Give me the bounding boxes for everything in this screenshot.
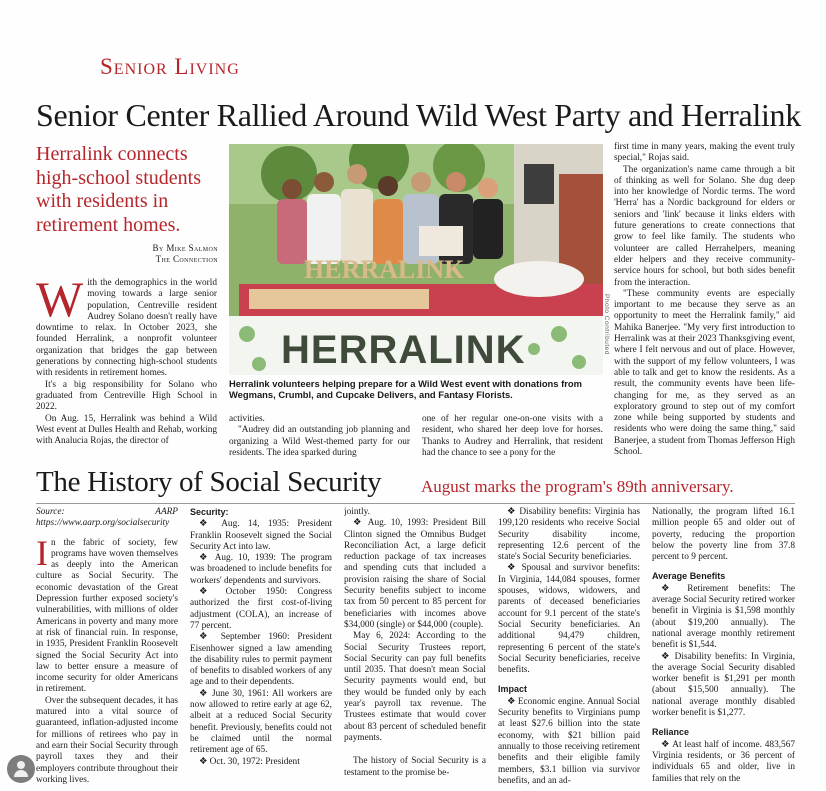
article2-col2 [190, 507, 332, 791]
article2-col3-p3: The history of Social Security is a testament to the promise be- [344, 756, 486, 778]
impact-item: ❖ Economic engine. Annual Social Security benefits to Virginians pump at least $27.6 billion into the state economy, with $21 billion paid annually to those receiving retirement benefits and their eligible family members, $3.1 billion via survivor benefits, and an ad- [498, 697, 640, 787]
average-item: ❖ Retirement benefits: The average Social Security retired worker benefit in Virginia is $1,598 monthly (about $19,200 annually). The national average monthly retirement benefit is $1,544. [652, 584, 795, 652]
deck-social-security: August marks the program's 89th anniversary. [421, 477, 734, 496]
photo-caption: Herralink volunteers helping prepare for a Wild West event with donations from Wegmans, Crumbl, and Cupcake Delivers, and Fantasy Florists. [229, 378, 582, 400]
headline-herralink: Senior Center Rallied Around Wild West Party and Herralink [36, 97, 801, 133]
timeline-item: ❖ October 1950: Congress authorized the first cost-of-living adjustment (COLA), an increase of 77 percent. [190, 587, 332, 632]
timeline-item: ❖ Aug. 10, 1939: The program was broadened to include benefits for workers' dependents and survivors. [190, 553, 332, 587]
article1-col2-p2: "Audrey did an outstanding job planning and organizing a Wild West-themed party for our residents. The idea sparked during [229, 425, 410, 458]
article1-col4 [614, 142, 795, 462]
article1-col3-p1: one of her regular one-on-one visits with a resident, who shared her deep love for horses. Thanks to Audrey and Herralink, that resident had the chance to see a pony for the [422, 414, 603, 458]
headline-social-security: The History of Social Security [36, 466, 382, 498]
benefit-item: ❖ Spousal and survivor benefits: In Virginia, 144,084 spouses, former spouses, widows, widowers, and parents of deceased beneficiaries account for 9.1 percent of the state's Social Security beneficiaries. An additional 94,479 children, representing 6 percent of the state's Social Security beneficiaries, receive benefits. [498, 563, 640, 676]
article1-col4-p1: first time in many years, making the event truly special," Rojas said. [614, 142, 795, 164]
article1-col3 [422, 414, 603, 460]
article2-col1 [36, 507, 178, 791]
benefit-item: ❖ Disability benefits: Virginia has 199,120 residents who receive Social Security disability income, representing 12.6 percent of the state's Social Security beneficiaries. [498, 507, 640, 563]
source-line: Source: AARP https://www.aarp.org/socialsecurity [36, 507, 178, 529]
reliance-heading: Reliance [652, 727, 690, 738]
avatar-icon[interactable] [7, 755, 35, 783]
article2-col5-p1: Nationally, the program lifted 16.1 million people 65 and older out of poverty, reducing the proportion below the poverty line from 37.8 percent to 9 percent. [652, 507, 795, 563]
timeline-item: ❖ Aug. 14, 1935: President Franklin Roosevelt signed the Social Security Act into law. [190, 519, 332, 553]
dropcap-w: W [36, 278, 84, 327]
banner-text: HERRALINK [281, 328, 526, 372]
article1-col4-p2: The organization's name came through a bit of thinking as well for Solano. She dug deep into her knowledge of Nordic terms. The word 'Herra' has a Nordic background for elders or seniors and 'link' because it links elders with future generations to create connections that grow to feel like family. The students who volunteer are called Herrahelpers, meaning elder helpers and they receive community-service hours for school, but both sides benefit from the interaction. [614, 164, 795, 288]
timeline-item: ❖ June 30, 1961: All workers are now allowed to retire early at age 62, albeit at a reduced Social Security benefit. Previously, benefits could not be claimed until the normal retirement age of 65. [190, 689, 332, 757]
divider [36, 503, 795, 504]
timeline-item: ❖ Aug. 10, 1993: President Bill Clinton signed the Omnibus Budget Reconciliation Act, a large deficit reduction package of tax increases and spending cuts that included a provision raising the share of Social Security benefits subject to income tax from 50 percent to 85 percent for beneficiaries with incomes above $34,000 (single) or $44,000 (couple). [344, 518, 486, 631]
article1-col1-p1: ith the demographics in the world moving towards a large senior population, Centreville resident Audrey Solano doesn't really have downtime to relax. In October 2023, she founded Herralink, a nonprofit volunteer organization that bridges the gap between generations by connecting high-school students with residents in retirement homes. [36, 278, 217, 379]
timeline-item: ❖ September 1960: President Eisenhower signed a law amending the disability rules to permit payment of benefits to disabled workers of any age and to their dependents. [190, 632, 332, 688]
publication: The Connection [155, 254, 218, 264]
section-label: Senior Living [100, 54, 240, 79]
article2-col3-p2: May 6, 2024: According to the Social Security Trustees report, Social Security can pay full benefits until 2035. That doesn't mean Social Security payments would end, but they would be funded only by each year's payroll tax revenue. The Trustees estimate that would cover about 83 percent of scheduled benefit payments. [344, 631, 486, 743]
article1-col1 [36, 278, 217, 456]
article2-col5 [652, 507, 795, 791]
photo-volunteers [229, 144, 603, 375]
timeline-item: ❖ Oct. 30, 1972: President [190, 757, 332, 768]
article2-col4 [498, 507, 640, 791]
average-benefits-heading: Average Benefits [652, 571, 726, 582]
article2-col1-p2: Over the subsequent decades, it has matured into a vital source of guaranteed, inflation-adjusted income for millions of retirees who pay in and earn their Social Security through payroll taxes they and their employers contribute throughout their working lives. [36, 695, 178, 785]
average-item: ❖ Disability benefits: In Virginia, the average Social Security disabled worker benefit is $1,291 per month (about $15,500 annually). The national average monthly disabled worker benefit is $1,277. [652, 652, 795, 720]
dropcap-i: I [36, 532, 48, 573]
byline [36, 243, 218, 265]
article1-col1-p2: It's a big responsibility for Solano who graduated from Centreville High School in 2022. [36, 379, 217, 413]
article1-col2 [229, 414, 410, 460]
photo-illustration [229, 144, 603, 375]
deck-herralink: Herralink connects high-school students with residents in retirement homes. [36, 143, 201, 236]
reliance-item: ❖ At least half of income. 483,567 Virginia residents, or 36 percent of individuals 65 and older, live in families that rely on the [652, 740, 795, 785]
article1-col1-p3: On Aug. 15, Herralink was behind a Wild West event at Dulles Health and Rehab, working with Analucia Rojas, the director of [36, 413, 217, 447]
table-letters: HERRALINK [304, 255, 465, 284]
security-heading: Security: [190, 507, 229, 517]
photo-credit: Photo Contributed [603, 294, 610, 355]
impact-heading: Impact [498, 684, 528, 695]
article2-col1-p1: n the fabric of society, few programs have woven themselves as deeply into the American culture as Social Security. The economic devastation of the Great Depression further exposed society's vulnerabilities, with millions of older Americans in poverty and many more at risk of financial ruin. In response, in 1935, President Franklin Roosevelt signed the Social Security Act into law to better ensure a measure of income security for older Americans in retirement. [36, 537, 178, 695]
author: By Mike Salmon [152, 243, 218, 253]
article1-col4-p3: "These community events are especially important to me because they serve as an opportunity to meet the Herralink family," aid Mahika Banerjee. "My very first introduction to Herralink was at their 2023 Thanksgiving event, where I felt nervous and out of place. However, with the support of my fellow volunteers, I was able to talk and get to know the residents. As a result, the community events have been life-changing for me, as they served as an exploratory ground to step out of my comfort zone while being supported by students and residents who were doing the same thing," said Banerjee, a student from Thomas Jefferson High School. [614, 288, 795, 458]
article2-col3 [344, 507, 486, 791]
article1-col2-p1: activities. [229, 414, 265, 424]
article2-col3-lead: jointly. [344, 507, 370, 517]
